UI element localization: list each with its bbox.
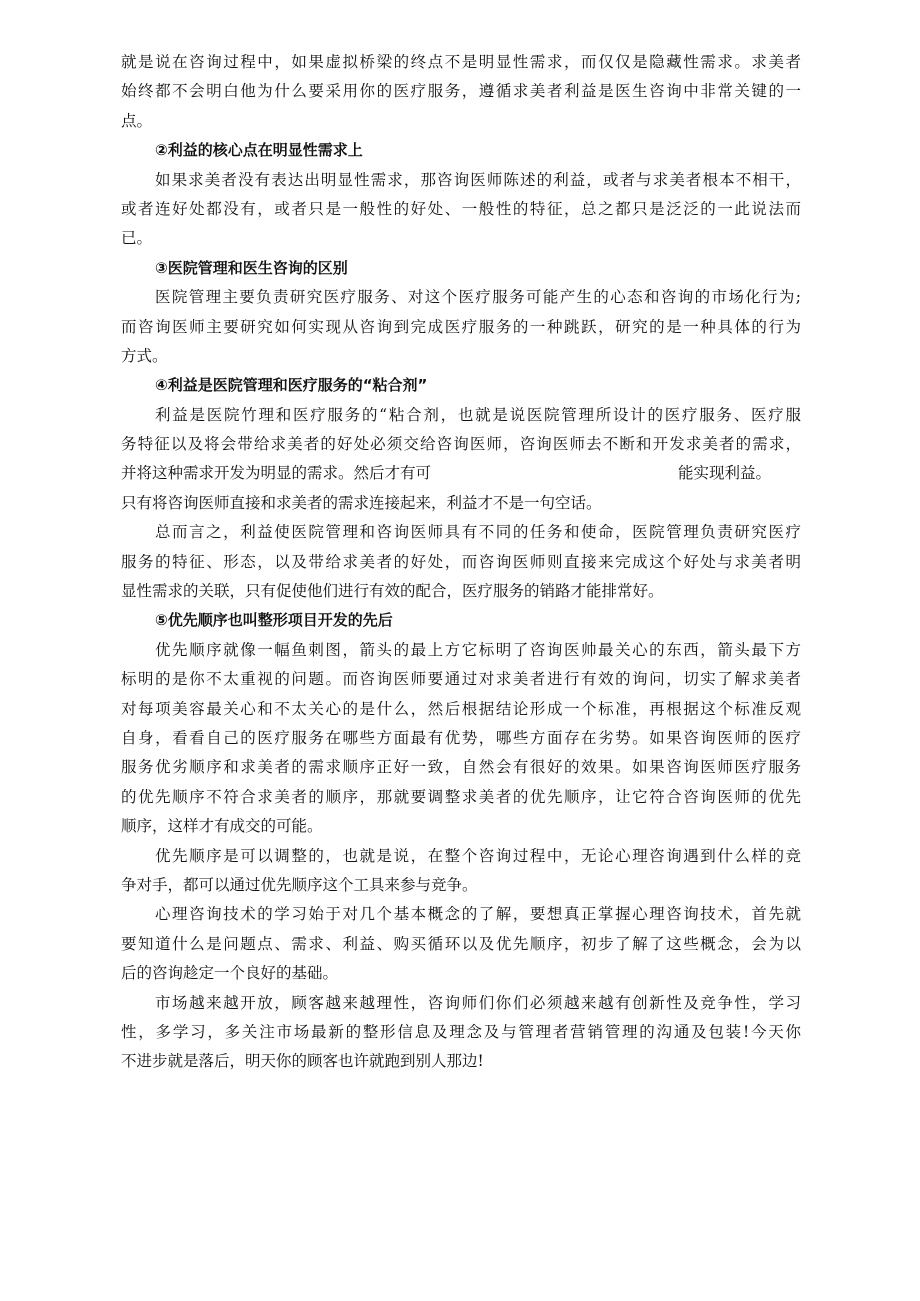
paragraph-line: 只有将咨询医师直接和求美者的需求连接起来，利益才不是一句空话。 xyxy=(121,493,602,512)
paragraph-line: 的优先顺序不符合求美者的顺序，那就要调整求美者的优先顺序，让它符合咨询医师的优先 xyxy=(121,787,801,806)
paragraph-line: 点。 xyxy=(121,111,153,130)
paragraph-line: 方式。 xyxy=(121,346,168,365)
paragraph-line: 显性需求的关联，只有促使他们进行有效的配合，医疗服务的销路才能排常好。 xyxy=(121,582,664,601)
paragraph-line: 或者连好处都没有，或者只是一般性的好处、一般性的特征，总之都只是泛泛的一此说法而 xyxy=(121,199,801,218)
paragraph-line: 顺序，这样才有成交的可能。 xyxy=(121,817,323,836)
line-left-part: 并将这种需求开发为明显的需求。然后才有可 xyxy=(121,464,432,483)
paragraph-line: 对每项美容最关心和不太关心的是什么，然后根据结论形成一个标准，再根据这个标准反观 xyxy=(121,699,801,718)
section-heading-4: ④利益是医院管理和医疗服务的“粘合剂” xyxy=(155,376,428,395)
paragraph-line: 要知道什么是问题点、需求、利益、购买循环以及优先顺序，初步了解了这些概念，会为以 xyxy=(121,934,801,953)
paragraph-line: 市场越来越开放，顾客越来越理性，咨询师们你们必须越来越有创新性及竞争性，学习 xyxy=(155,993,801,1012)
paragraph-line: 服务优劣顺序和求美者的需求顺序正好一致，自然会有很好的效果。如果咨询医师医疗服务 xyxy=(121,758,801,777)
paragraph-line: 心理咨询技术的学习始于对几个基本概念的了解，要想真正掌握心理咨询技术，首先就 xyxy=(155,905,801,924)
document-page xyxy=(121,48,801,1077)
paragraph-line: 如果求美者没有表达出明显性需求，那咨询医师陈述的利益，或者与求美者根本不相干， xyxy=(155,170,801,189)
paragraph-line-split xyxy=(121,459,801,488)
paragraph-line: 利益是医院竹理和医疗服务的“粘合剂，也就是说医院管理所设计的医疗服务、医疗服 xyxy=(155,405,801,424)
paragraph-line: 总而言之，利益使医院管理和咨询医师具有不同的任务和使命，医院管理负责研究医疗 xyxy=(155,523,801,542)
paragraph-line: 性，多学习，多关注市场最新的整形信息及理念及与管理者营销管理的沟通及包装!今天你 xyxy=(121,1022,801,1041)
paragraph-line: 服务的特征、形态，以及带给求美者的好处，而咨询医师则直接来完成这个好处与求美者明 xyxy=(121,552,801,571)
paragraph-line: 务特征以及将会带给求美者的好处必须交给咨询医师，咨询医师去不断和开发求美者的需求， xyxy=(121,435,801,454)
paragraph-line: 优先顺序就像一幅鱼刺图，箭头的最上方它标明了咨询医帅最关心的东西，箭头最下方 xyxy=(155,640,801,659)
paragraph-line: 争对手，都可以通过优先顺序这个工具来参与竞争。 xyxy=(121,875,478,894)
paragraph-line: 优先顺序是可以调整的，也就是说，在整个咨询过程中，无论心理咨询遇到什么样的竞 xyxy=(155,846,801,865)
paragraph-line: 自身，看看自己的医疗服务在哪些方面最有优势，哪些方面存在劣势。如果咨询医师的医疗 xyxy=(121,728,801,747)
paragraph-line: 标明的是你不太重视的问题。而咨询医师要通过对求美者进行有效的询问，切实了解求美者 xyxy=(121,670,801,689)
paragraph-line: 后的咨询趁定一个良好的基础。 xyxy=(121,964,339,983)
paragraph-line: 就是说在咨询过程中，如果虚拟桥梁的终点不是明显性需求，而仅仅是隐藏性需求。求美者 xyxy=(121,53,801,71)
paragraph-line: 已。 xyxy=(121,229,153,248)
paragraph-line: 医院管理主要负责研究医疗服务、对这个医疗服务可能产生的心态和咨询的市场化行为; xyxy=(155,288,801,307)
paragraph-line: 而咨询医师主要研究如何实现从咨询到完成医疗服务的一种跳跃，研究的是一种具体的行为 xyxy=(121,317,801,336)
paragraph-line: 始终都不会明白他为什么要采用你的医疗服务，遵循求美者利益是医生咨询中非常关键的一 xyxy=(121,82,801,101)
section-heading-5: ⑤优先顺序也叫整形项目开发的先后 xyxy=(155,611,393,630)
paragraph-line: 不进步就是落后，明天你的顾客也许就跑到别人那边! xyxy=(121,1052,484,1071)
section-heading-2: ②利益的核心点在明显性需求上 xyxy=(155,141,363,160)
line-right-part: 能实现利益。 xyxy=(677,464,771,483)
section-heading-3: ③医院管理和医生咨询的区别 xyxy=(155,258,348,277)
